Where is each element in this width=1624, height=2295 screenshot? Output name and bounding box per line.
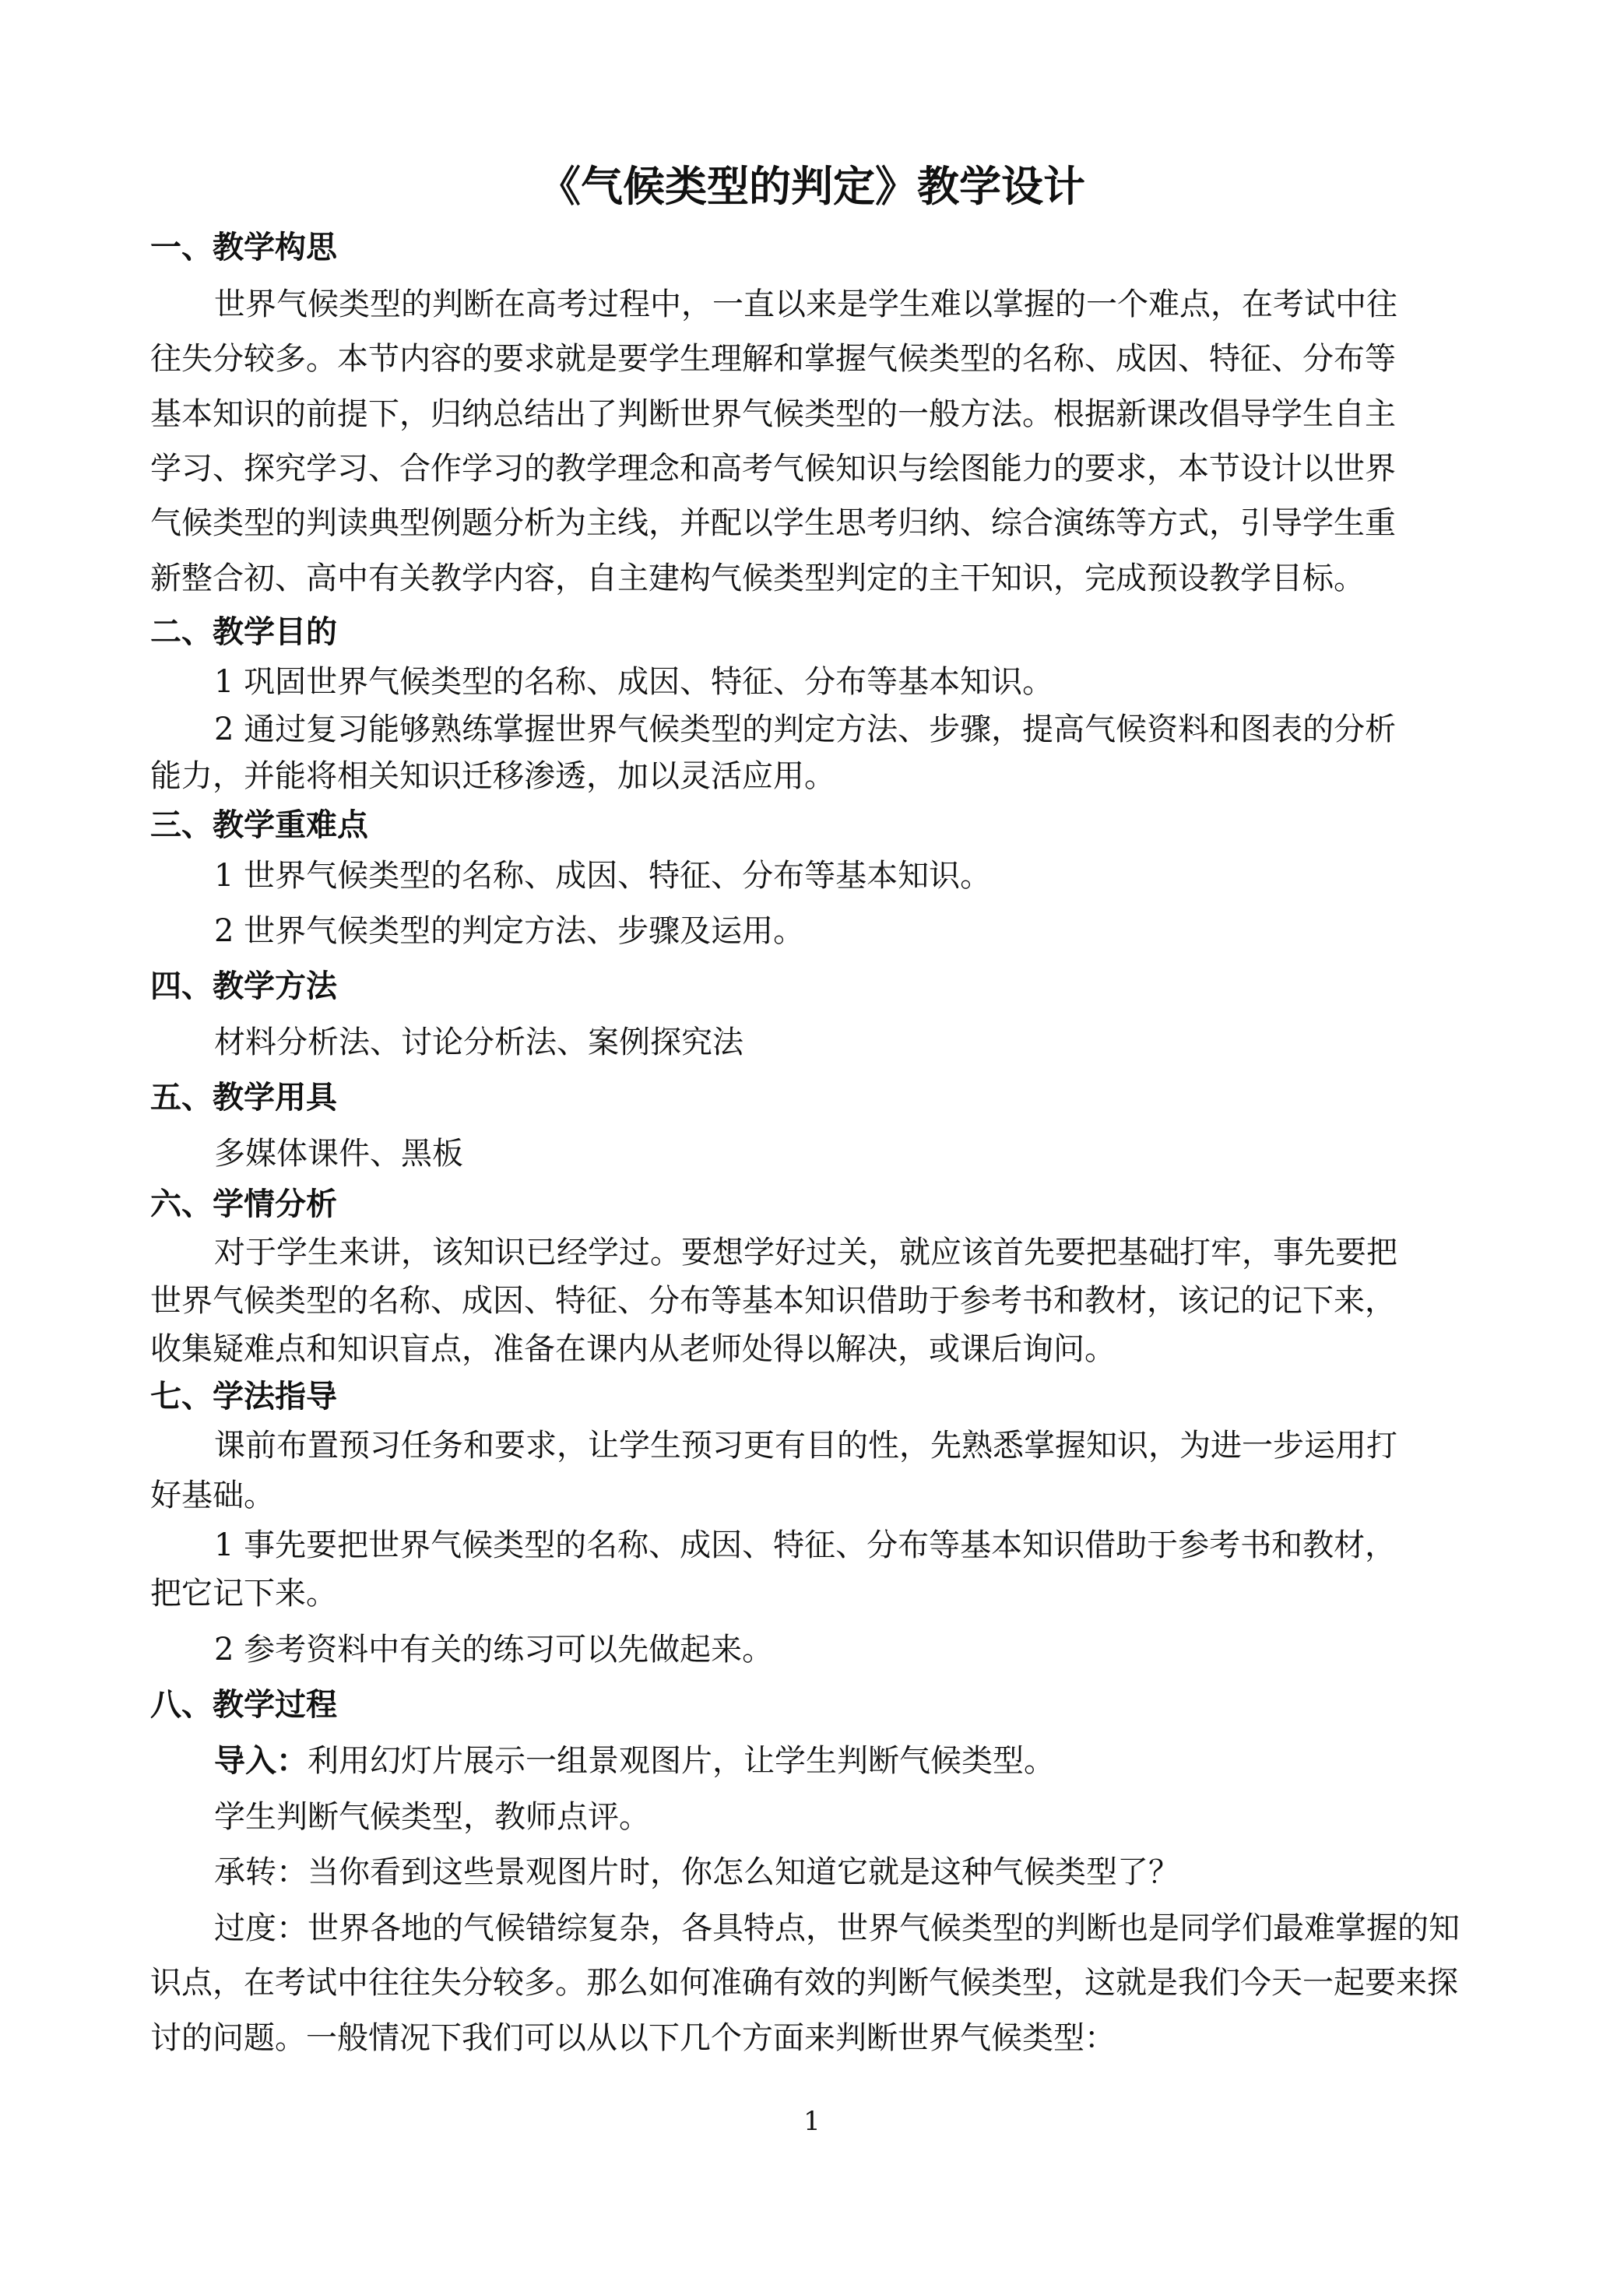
paragraph-line: 承转：当你看到这些景观图片时，你怎么知道它就是这种气候类型了？	[214, 1854, 1179, 1890]
section-heading-key-points: 三、教学重难点	[150, 807, 368, 843]
paragraph-line: 讨的问题。一般情况下我们可以从以下几个方面来判断世界气候类型：	[150, 2020, 1116, 2056]
paragraph-line: 学习、探究学习、合作学习的教学理念和高考气候知识与绘图能力的要求，本节设计以世界	[150, 451, 1396, 487]
paragraph-line: 1 巩固世界气候类型的名称、成因、特征、分布等基本知识。	[214, 664, 1054, 700]
paragraph-line: 新整合初、高中有关教学内容，自主建构气候类型判定的主干知识，完成预设教学目标。	[150, 561, 1365, 596]
paragraph-line: 课前布置预习任务和要求，让学生预习更有目的性，先熟悉掌握知识，为进一步运用打	[214, 1428, 1397, 1464]
paragraph-line: 世界气候类型的判断在高考过程中，一直以来是学生难以掌握的一个难点，在考试中往	[214, 286, 1397, 322]
section-heading-teaching-concept: 一、教学构思	[150, 230, 337, 265]
paragraph-line: 往失分较多。本节内容的要求就是要学生理解和掌握气候类型的名称、成因、特征、分布等	[150, 341, 1396, 377]
intro-text: 利用幻灯片展示一组景观图片，让学生判断气候类型。	[308, 1743, 1055, 1779]
paragraph-line: 学生判断气候类型，教师点评。	[214, 1799, 650, 1835]
paragraph-line: 气候类型的判读典型例题分析为主线，并配以学生思考归纳、综合演练等方式，引导学生重	[150, 505, 1396, 541]
section-heading-study-guidance: 七、学法指导	[150, 1379, 337, 1415]
intro-line	[214, 1738, 1055, 1784]
page-number: 1	[803, 2106, 821, 2137]
paragraph-line: 2 世界气候类型的判定方法、步骤及运用。	[214, 913, 805, 949]
paragraph-line: 1 世界气候类型的名称、成因、特征、分布等基本知识。	[214, 858, 992, 894]
paragraph-line: 2 通过复习能够熟练掌握世界气候类型的判定方法、步骤，提高气候资料和图表的分析	[214, 712, 1397, 747]
paragraph-line: 基本知识的前提下，归纳总结出了判断世界气候类型的一般方法。根据新课改倡导学生自主	[150, 396, 1396, 432]
paragraph-line: 把它记下来。	[150, 1576, 337, 1611]
section-heading-teaching-goals: 二、教学目的	[150, 614, 337, 650]
paragraph-line: 对于学生来讲，该知识已经学过。要想学好过关，就应该首先要把基础打牢，事先要把	[214, 1235, 1397, 1271]
paragraph-line: 能力，并能将相关知识迁移渗透，加以灵活应用。	[150, 758, 835, 794]
paragraph-line: 识点，在考试中往往失分较多。那么如何准确有效的判断气候类型，这就是我们今天一起要来探	[150, 1965, 1458, 2001]
paragraph-line: 收集疑难点和知识盲点，准备在课内从老师处得以解决，或课后询问。	[150, 1331, 1116, 1367]
paragraph-line: 多媒体课件、黑板	[214, 1136, 463, 1172]
section-heading-teaching-process: 八、教学过程	[150, 1687, 337, 1723]
intro-label: 导入：	[214, 1743, 308, 1779]
paragraph-line: 2 参考资料中有关的练习可以先做起来。	[214, 1632, 774, 1668]
paragraph-line: 世界气候类型的名称、成因、特征、分布等基本知识借助于参考书和教材，该记的记下来，	[150, 1283, 1396, 1319]
paragraph-line: 材料分析法、讨论分析法、案例探究法	[214, 1024, 743, 1060]
section-heading-methods: 四、教学方法	[150, 968, 337, 1004]
paragraph-line: 1 事先要把世界气候类型的名称、成因、特征、分布等基本知识借助于参考书和教材，	[214, 1527, 1397, 1563]
paragraph-line: 好基础。	[150, 1478, 275, 1513]
paragraph-line: 过度：世界各地的气候错综复杂，各具特点，世界气候类型的判断也是同学们最难掌握的知	[214, 1910, 1460, 1946]
section-heading-tools: 五、教学用具	[150, 1080, 337, 1116]
section-heading-student-analysis: 六、学情分析	[150, 1186, 337, 1222]
document-title: 《气候类型的判定》教学设计	[539, 162, 1085, 211]
